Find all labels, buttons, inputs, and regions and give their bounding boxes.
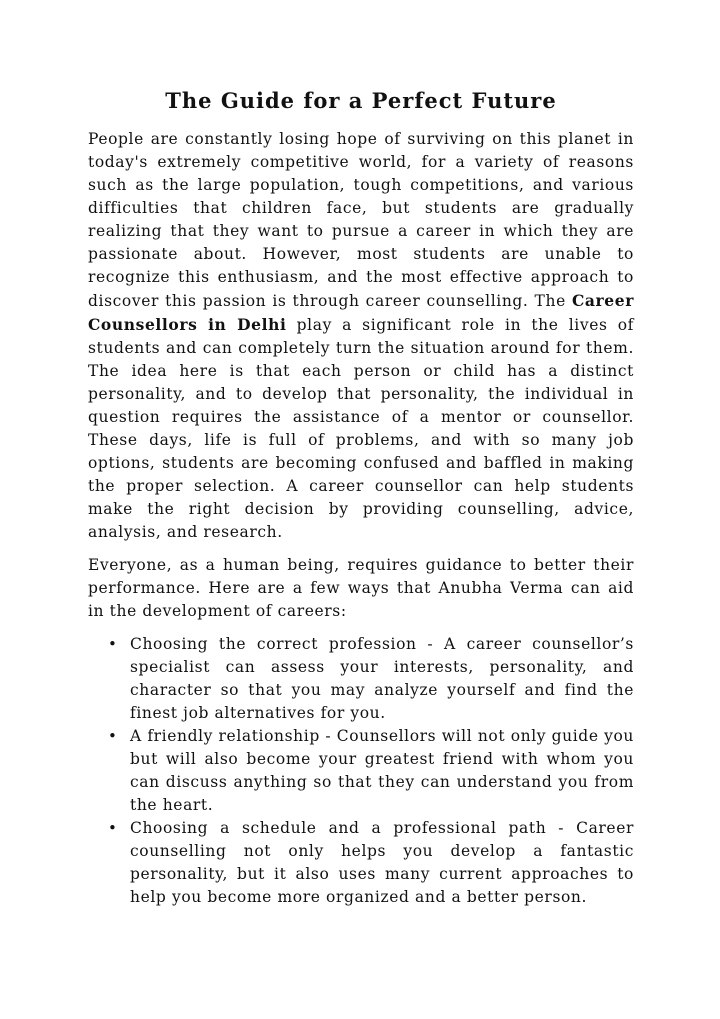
document-page	[88, 86, 634, 909]
intro-text-before: People are constantly losing hope of surviving on this planet in today's extremely competitive world, for a variety of reasons such as the large population, tough competitions, and various difficulties that children face, but students are gradually realizing that they want to pursue a career in which they are passionate about. However, most students are unable to recognize this enthusiasm, and the most effective approach to discover this passion is through career counselling. The	[88, 130, 634, 310]
list-item-text: A friendly relationship - Counsellors will not only guide you but will also become your greatest friend with whom you can discuss anything so that they can understand you from the heart.	[130, 727, 634, 814]
bullet-icon: •	[108, 819, 118, 837]
list-item	[108, 725, 634, 817]
second-paragraph: Everyone, as a human being, requires guidance to better their performance. Here are a few ways that Anubha Verma can aid in the development of careers:	[88, 556, 634, 620]
list-item-text: Choosing a schedule and a professional path - Career counselling not only helps you develop a fantastic personality, but it also uses many current approaches to help you become more organized and a better person.	[130, 819, 634, 906]
bullet-icon: •	[108, 635, 118, 653]
bullet-icon: •	[108, 727, 118, 745]
bullet-list	[88, 633, 634, 909]
list-item-text: Choosing the correct profession - A career counsellor’s specialist can assess your interests, personality, and character so that you may analyze yourself and find the finest job alternatives for you.	[130, 635, 634, 722]
highlight-phrase: Career Counsellors in Delhi	[88, 291, 634, 334]
document-title: The Guide for a Perfect Future	[165, 88, 557, 113]
intro-paragraph	[88, 128, 634, 544]
intro-text-after: play a significant role in the lives of students and can completely turn the situation around for them. The idea here is that each person or child has a distinct personality, and to develop that personality, the individual in question requires the assistance of a mentor or counsellor. These days, life is full of problems, and with so many job options, students are becoming confused and baffled in making the proper selection. A career counsellor can help students make the right decision by providing counselling, advice, analysis, and research.	[88, 316, 635, 541]
list-item	[108, 817, 634, 909]
list-item	[108, 633, 634, 725]
